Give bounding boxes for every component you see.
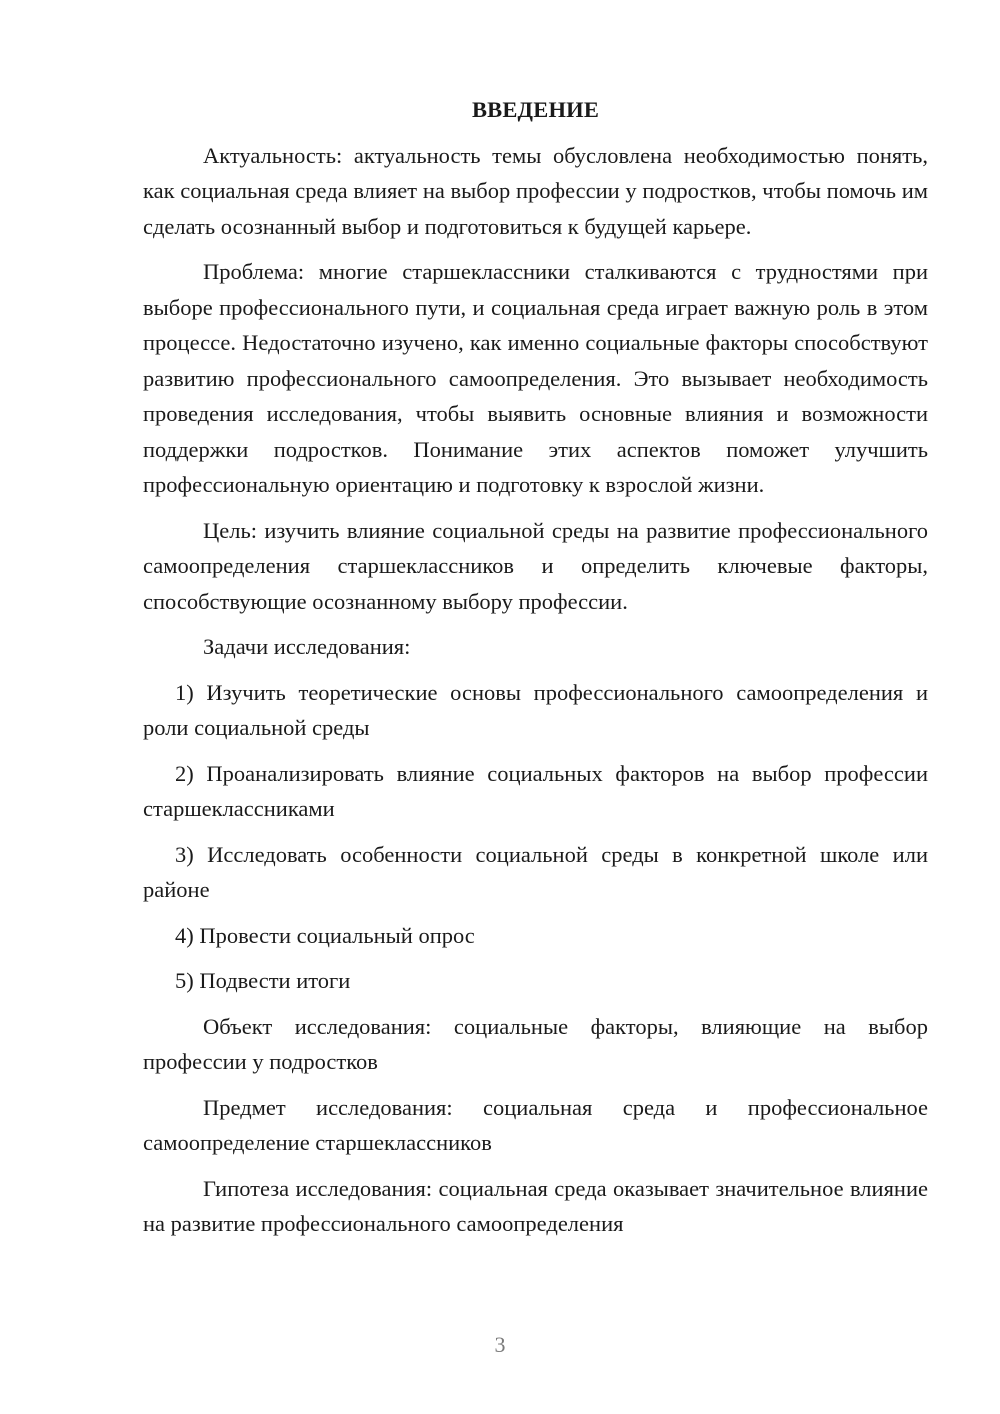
tasks-heading: Задачи исследования: — [203, 634, 411, 659]
task-item-5: 5) Подвести итоги — [175, 968, 351, 993]
hypothesis-paragraph: Гипотеза исследования: социальная среда оказывает значительное влияние на развитие профессионального самоопределения — [143, 1175, 928, 1236]
task-item-1: 1) Изучить теоретические основы профессионального самоопределения и роли социальной среды — [143, 679, 928, 740]
subject-paragraph: Предмет исследования: социальная среда и профессиональное самоопределение старшеклассников — [143, 1094, 928, 1155]
page-content — [143, 92, 928, 1252]
task-item-4: 4) Провести социальный опрос — [175, 922, 475, 948]
page-title: ВВЕДЕНИЕ — [471, 97, 600, 122]
page-number: 3 — [494, 1332, 506, 1357]
tasks-list — [143, 675, 928, 999]
relevance-paragraph: Актуальность: актуальность темы обусловлена необходимостью понять, как социальная среда влияет на выбор профессии у подростков, чтобы помочь им сделать осознанный выбор и подготовиться к будущей карьере. — [143, 142, 928, 239]
problem-paragraph: Проблема: многие старшеклассники сталкиваются с трудностями при выборе профессионального пути, и социальная среда играет важную роль в этом процессе. Недостаточно изучено, как именно социальные факторы способствуют развитию профессионального самоопределения. Это вызывает необходимость проведения исследования, чтобы выявить основные влияния и возможности поддержки подростков. Понимание этих аспектов поможет улучшить профессиональную ориентацию и подготовку к взрослой жизни. — [143, 259, 928, 497]
object-paragraph: Объект исследования: социальные факторы, влияющие на выбор профессии у подростков — [143, 1013, 928, 1074]
task-item-3: 3) Исследовать особенности социальной среды в конкретной школе или районе — [143, 841, 928, 902]
task-item-2: 2) Проанализировать влияние социальных факторов на выбор профессии старшеклассниками — [143, 760, 928, 821]
goal-paragraph: Цель: изучить влияние социальной среды на развитие профессионального самоопределения старшеклассников и определить ключевые факторы, способствующие осознанному выбору профессии. — [143, 517, 928, 614]
